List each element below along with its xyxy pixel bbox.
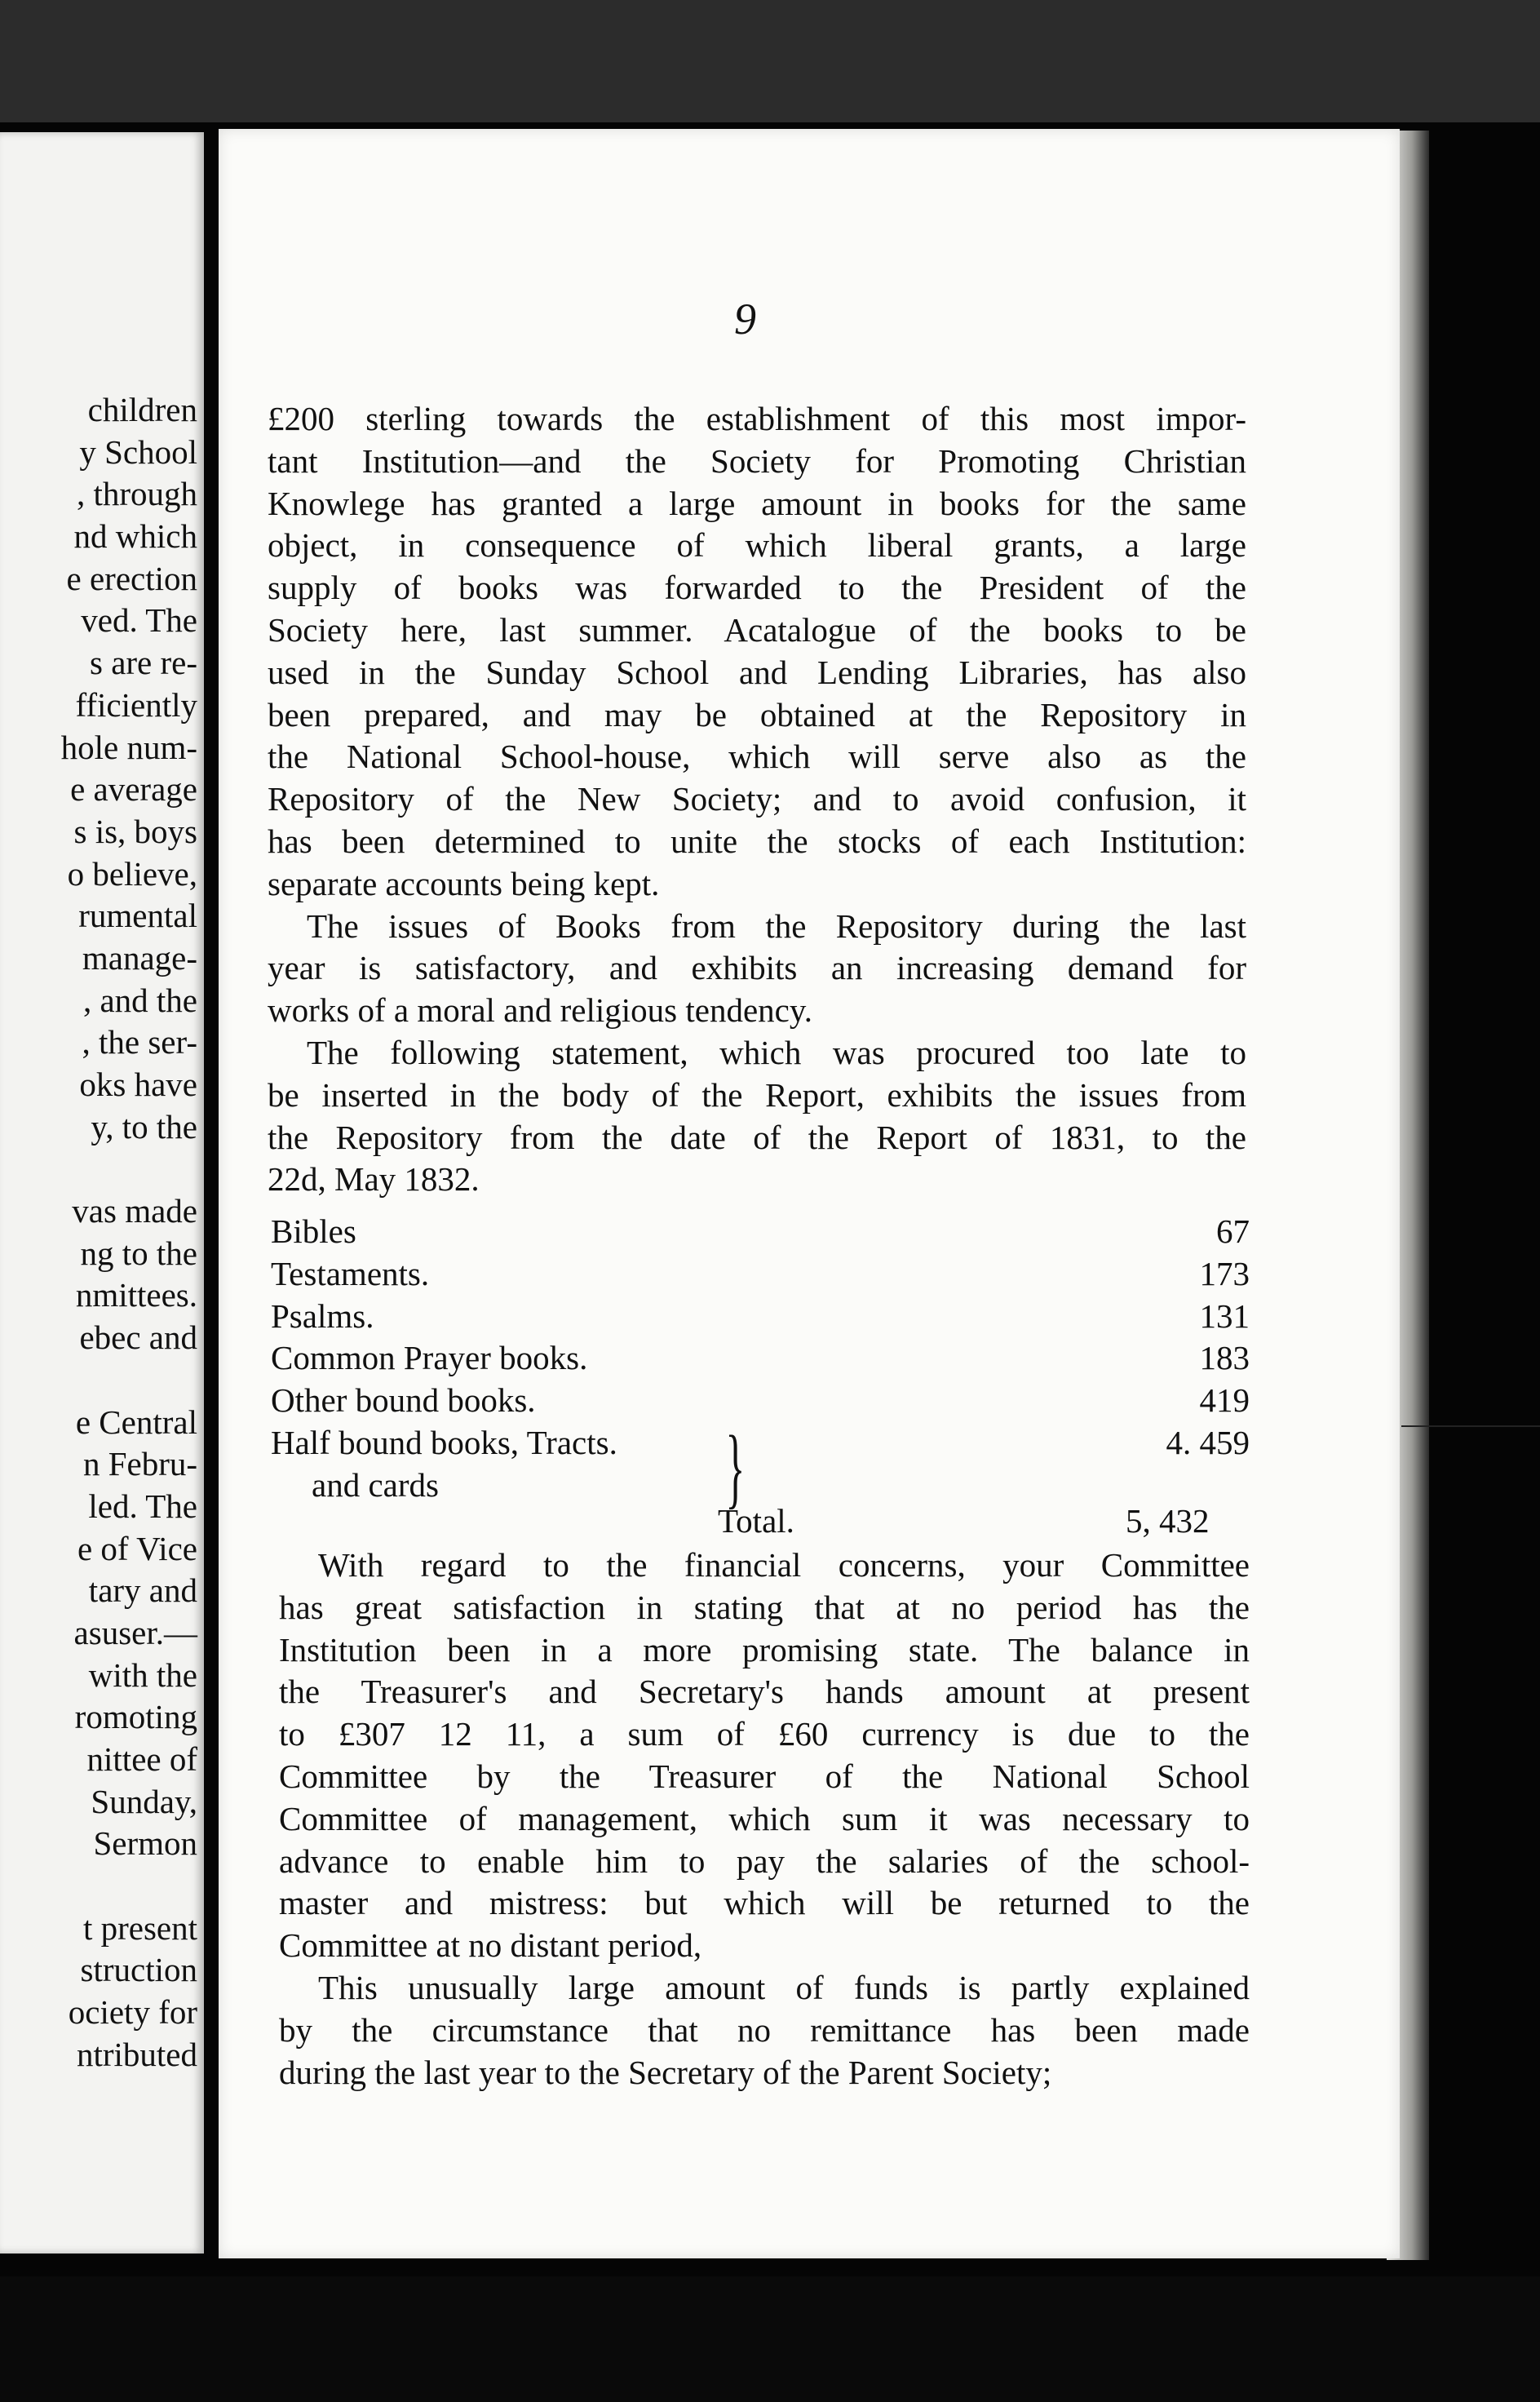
- fragment-line: tary and: [88, 1571, 197, 1610]
- text-line: during the last year to the Secretary of the Parent Society;: [279, 2053, 1052, 2091]
- fragment-line: Sermon: [93, 1824, 197, 1863]
- body-text-bottom: [279, 1544, 1250, 2094]
- paragraph-issues: [268, 906, 1246, 1032]
- row-label: Bibles: [271, 1212, 356, 1250]
- fragment-line: fficiently: [75, 685, 197, 724]
- fragment-line: s is, boys: [73, 812, 197, 850]
- table-row: [271, 1465, 1250, 1507]
- row-label: Psalms.: [271, 1296, 374, 1335]
- row-label: Testaments.: [271, 1254, 430, 1292]
- fragment-line: e erection: [66, 559, 197, 597]
- total-value: 5, 432: [1126, 1502, 1210, 1540]
- text-line: This unusually large amount of funds is partly explained: [318, 1968, 1250, 2006]
- text-line: separate accounts being kept.: [268, 864, 660, 902]
- row-value: 419: [1199, 1381, 1250, 1420]
- fragment-line: children: [87, 391, 197, 428]
- row-label: Other bound books.: [271, 1381, 536, 1420]
- fragment-line: [0, 1359, 197, 1402]
- text-line: Committee by the Treasurer of the National School: [279, 1757, 1250, 1795]
- fragment-line: o believe,: [67, 854, 197, 893]
- fragment-line: e of Vice: [77, 1529, 197, 1567]
- table-row: [271, 1337, 1250, 1380]
- fragment-line: t present: [82, 1908, 197, 1947]
- body-text-top: [268, 398, 1246, 1201]
- fragment-line: rumental: [78, 897, 197, 935]
- fragment-line: n Febru-: [82, 1445, 197, 1483]
- text-line: advance to enable him to pay the salaries of the school-: [279, 1841, 1250, 1880]
- row-value: 131: [1199, 1296, 1250, 1335]
- total-label: Total.: [718, 1502, 794, 1540]
- row-label: Half bound books, Tracts.: [271, 1423, 617, 1461]
- text-line: With regard to the financial concerns, your Committee: [318, 1546, 1250, 1584]
- paragraph-establishment: [268, 398, 1246, 906]
- text-line: 22d, May 1832.: [268, 1160, 480, 1199]
- text-line: tant Institution—and the Society for Promoting Christian: [268, 441, 1246, 480]
- table-row: [271, 1211, 1250, 1253]
- paragraph-funds: [279, 1967, 1250, 2094]
- text-line: object, in consequence of which liberal grants, a large: [268, 526, 1246, 565]
- fragment-line: y School: [79, 432, 197, 471]
- text-line: Repository of the New Society; and to avoid confusion, it: [268, 780, 1246, 818]
- scan-top-margin: [0, 0, 1540, 122]
- fragment-line: ved. The: [81, 601, 197, 640]
- issues-table: [271, 1211, 1250, 1517]
- fragment-line: manage-: [82, 938, 197, 977]
- paragraph-financial: [279, 1544, 1250, 1967]
- text-line: the National School-house, which will serve also as the: [268, 738, 1246, 776]
- table-row: [271, 1253, 1250, 1296]
- fragment-line: , through: [76, 475, 197, 513]
- text-line: to £307 12 11, a sum of £60 currency is due to the: [279, 1715, 1250, 1753]
- text-line: supply of books was forwarded to the President of the: [268, 569, 1246, 607]
- fragment-line: nd which: [73, 517, 197, 556]
- scan-bottom-margin: [0, 2276, 1540, 2402]
- text-line: The issues of Books from the Repository during the last: [307, 906, 1246, 945]
- fragment-line: led. The: [88, 1487, 197, 1525]
- text-line: been prepared, and may be obtained at the Repository in: [268, 695, 1246, 733]
- fragment-line: ebec and: [79, 1318, 197, 1357]
- text-line: the Treasurer's and Secretary's hands amount at present: [279, 1673, 1250, 1711]
- fragment-line: with the: [88, 1655, 197, 1694]
- text-line: works of a moral and religious tendency.: [268, 991, 812, 1030]
- fragment-line: oks have: [79, 1066, 197, 1103]
- fragment-line: ntributed: [76, 2035, 197, 2073]
- paragraph-statement: [268, 1032, 1246, 1201]
- text-line: master and mistress: but which will be returned to the: [279, 1884, 1250, 1922]
- row-label: and cards: [312, 1465, 439, 1504]
- table-row: [271, 1380, 1250, 1422]
- previous-page-fragment: [0, 132, 204, 2254]
- text-line: Society here, last summer. Acatalogue of the books to be: [268, 610, 1246, 649]
- text-line: The following statement, which was procured too late to: [307, 1033, 1246, 1071]
- text-line: has been determined to unite the stocks of each Institution:: [268, 822, 1246, 860]
- text-line: Committee at no distant period,: [279, 1926, 702, 1965]
- text-line: Institution been in a more promising state. The balance in: [279, 1630, 1250, 1669]
- row-value: 4. 459: [1166, 1423, 1250, 1461]
- previous-page-text: [0, 389, 197, 2076]
- text-line: Committee of management, which sum it was necessary to: [279, 1799, 1250, 1837]
- fragment-line: , the ser-: [82, 1023, 197, 1061]
- text-line: £200 sterling towards the establishment of this most impor-: [268, 400, 1246, 437]
- fragment-line: asuser.—: [73, 1613, 197, 1651]
- fragment-line: y, to the: [91, 1107, 197, 1146]
- fragment-line: e average: [70, 770, 197, 809]
- fragment-line: e Central: [75, 1403, 197, 1441]
- row-value: 67: [1216, 1212, 1250, 1250]
- text-line: used in the Sunday School and Lending Libraries, has also: [268, 653, 1246, 691]
- text-line: year is satisfactory, and exhibits an increasing demand for: [268, 949, 1246, 987]
- fragment-line: [0, 1148, 197, 1190]
- fragment-line: ng to the: [80, 1234, 197, 1272]
- fragment-line: s are re-: [89, 644, 197, 682]
- text-line: the Repository from the date of the Report of 1831, to the: [268, 1118, 1246, 1156]
- fragment-line: hole num-: [60, 728, 197, 766]
- fragment-line: nittee of: [86, 1740, 197, 1778]
- row-label: Common Prayer books.: [271, 1339, 588, 1377]
- fragment-line: [0, 1865, 197, 1908]
- table-row: [271, 1296, 1250, 1338]
- text-line: has great satisfaction in stating that at no period has the: [279, 1588, 1250, 1626]
- fragment-line: romoting: [74, 1698, 197, 1736]
- text-line: Knowlege has granted a large amount in books for the same: [268, 484, 1246, 522]
- brace-glyph: }: [725, 1417, 746, 1517]
- fragment-line: Sunday,: [91, 1782, 197, 1820]
- page-number: 9: [734, 295, 756, 343]
- fragment-line: nmittees.: [75, 1276, 197, 1314]
- fragment-line: , and the: [82, 981, 197, 1019]
- text-line: by the circumstance that no remittance has been made: [279, 2010, 1250, 2049]
- fragment-line: vas made: [72, 1192, 197, 1230]
- fragment-line: ociety for: [68, 1993, 197, 2032]
- table-row: [271, 1422, 1250, 1465]
- row-value: 173: [1199, 1254, 1250, 1292]
- row-value: 183: [1199, 1339, 1250, 1377]
- fragment-line: struction: [80, 1951, 197, 1989]
- text-line: be inserted in the body of the Report, exhibits the issues from: [268, 1075, 1246, 1114]
- sum-rule: [1401, 1425, 1540, 1427]
